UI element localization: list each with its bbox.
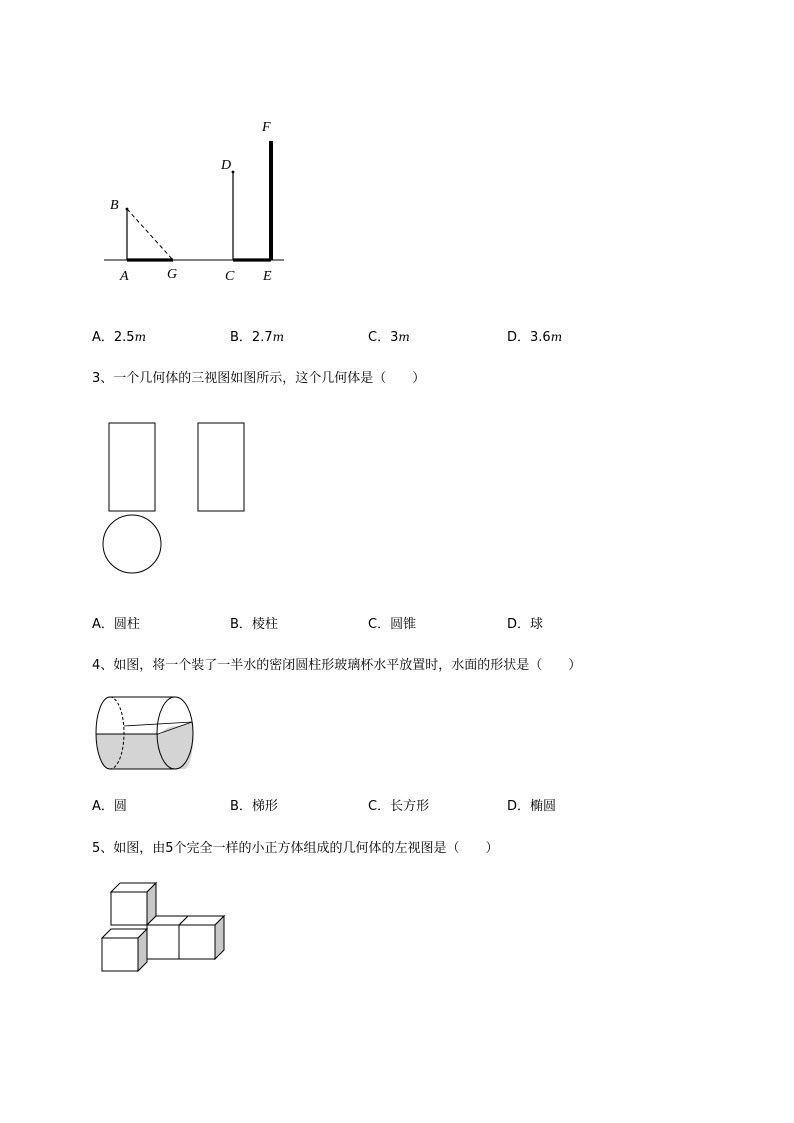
label-f: F: [262, 120, 271, 135]
q2-option-c[interactable]: C．3m: [368, 330, 410, 345]
q5-stem: 5、如图，由5个完全一样的小正方体组成的几何体的左视图是（ ）: [92, 841, 499, 856]
q2-option-a[interactable]: A．2.5m: [92, 330, 146, 345]
water-body: [96, 722, 193, 769]
q2-option-b[interactable]: B．2.7m: [230, 330, 284, 345]
q4-option-c[interactable]: C．长方形: [368, 799, 430, 814]
half-water-cylinder-figure: [92, 690, 204, 776]
q3-option-a[interactable]: A．圆柱: [92, 617, 140, 632]
cube-front-left: [102, 929, 147, 971]
dashed-line-bg: [127, 209, 173, 260]
q4-option-d[interactable]: D．椭圆: [507, 799, 557, 814]
cube-right: [179, 916, 224, 959]
label-g: G: [167, 267, 178, 282]
label-c: C: [225, 269, 235, 284]
q2-options: [92, 326, 652, 346]
label-b: B: [110, 198, 119, 213]
side-view-rect: [198, 423, 244, 511]
cube-top: [111, 883, 156, 925]
label-a: A: [120, 269, 129, 284]
q4-option-a[interactable]: A．圆: [92, 799, 127, 814]
q3-option-d[interactable]: D．球: [507, 617, 544, 632]
q2-option-d[interactable]: D．3.6m: [507, 330, 563, 345]
q3-stem: 3、一个几何体的三视图如图所示，这个几何体是（ ）: [92, 371, 426, 386]
three-view-figure: [100, 420, 250, 578]
q4-options: [92, 795, 652, 815]
q4-stem: 4、如图，将一个装了一半水的密闭圆柱形玻璃杯水平放置时，水面的形状是（ ）: [92, 658, 582, 673]
label-d: D: [221, 158, 232, 173]
top-view-circle: [103, 515, 161, 573]
front-view-rect: [109, 423, 155, 511]
shadow-geometry-figure: [96, 112, 296, 292]
five-cubes-figure: [98, 878, 228, 976]
q3-option-b[interactable]: B．棱柱: [230, 617, 278, 632]
q3-option-c[interactable]: C．圆锥: [368, 617, 417, 632]
q4-option-b[interactable]: B．梯形: [230, 799, 278, 814]
point-b: [126, 208, 129, 211]
point-d: [232, 171, 235, 174]
label-e: E: [263, 269, 272, 284]
q3-options: [92, 613, 652, 633]
